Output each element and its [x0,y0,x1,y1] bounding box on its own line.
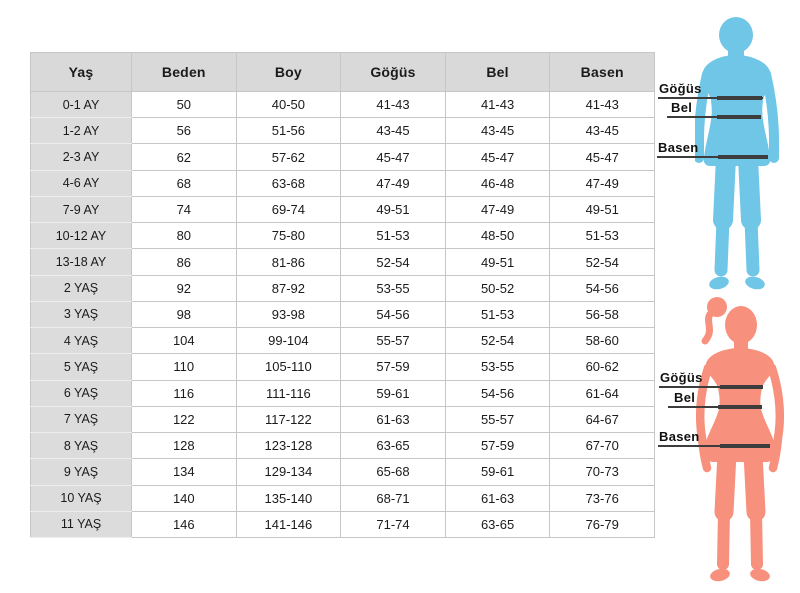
cell-value: 43-45 [445,118,550,144]
cell-value: 63-65 [445,511,550,537]
girl-chest-label: Göğüs [660,370,703,385]
cell-value: 98 [132,301,237,327]
cell-value: 53-55 [341,275,446,301]
cell-value: 86 [132,249,237,275]
cell-value: 45-47 [445,144,550,170]
cell-value: 47-49 [341,170,446,196]
table-row [31,223,655,249]
cell-value: 61-63 [341,406,446,432]
cell-value: 61-63 [445,485,550,511]
row-label: 4 YAŞ [31,328,132,354]
cell-value: 99-104 [236,328,341,354]
cell-value: 40-50 [236,92,341,118]
cell-value: 128 [132,433,237,459]
table-row [31,354,655,380]
cell-value: 57-59 [445,433,550,459]
cell-value: 47-49 [550,170,655,196]
size-table [30,52,655,538]
column-header: Boy [236,53,341,92]
row-label: 6 YAŞ [31,380,132,406]
cell-value: 68 [132,170,237,196]
boy-right-calf [751,220,753,270]
row-label: 7-9 AY [31,196,132,222]
girl-right-foot [749,567,771,583]
table-row [31,249,655,275]
row-label: 4-6 AY [31,170,132,196]
table-row [31,485,655,511]
row-label: 0-1 AY [31,92,132,118]
cell-value: 117-122 [236,406,341,432]
cell-value: 41-43 [445,92,550,118]
cell-value: 57-59 [341,354,446,380]
cell-value: 68-71 [341,485,446,511]
table-body [31,92,655,538]
cell-value: 93-98 [236,301,341,327]
boy-chest-label: Göğüs [659,81,702,96]
cell-value: 64-67 [550,406,655,432]
cell-value: 146 [132,511,237,537]
cell-value: 67-70 [550,433,655,459]
cell-value: 50-52 [445,275,550,301]
girl-right-calf [756,512,757,564]
table-row [31,511,655,537]
cell-value: 59-61 [341,380,446,406]
cell-value: 105-110 [236,354,341,380]
table-row [31,380,655,406]
cell-value: 50 [132,92,237,118]
cell-value: 49-51 [445,249,550,275]
cell-value: 76-79 [550,511,655,537]
boy-right-thigh [748,158,751,220]
cell-value: 54-56 [445,380,550,406]
cell-value: 57-62 [236,144,341,170]
row-label: 5 YAŞ [31,354,132,380]
cell-value: 43-45 [550,118,655,144]
cell-value: 87-92 [236,275,341,301]
cell-value: 73-76 [550,485,655,511]
cell-value: 47-49 [445,196,550,222]
table-row [31,459,655,485]
cell-value: 116 [132,380,237,406]
girl-left-calf [723,512,724,564]
row-label: 9 YAŞ [31,459,132,485]
cell-value: 49-51 [550,196,655,222]
cell-value: 41-43 [550,92,655,118]
girl-chest-measure [659,372,763,388]
row-label: 2 YAŞ [31,275,132,301]
cell-value: 69-74 [236,196,341,222]
boy-hips-measure [657,142,768,158]
girl-waist-body-line [718,405,762,409]
girl-chest-body-line [720,385,763,389]
cell-value: 129-134 [236,459,341,485]
cell-value: 135-140 [236,485,341,511]
cell-value: 43-45 [341,118,446,144]
row-label: 2-3 AY [31,144,132,170]
cell-value: 51-53 [341,223,446,249]
cell-value: 104 [132,328,237,354]
cell-value: 45-47 [341,144,446,170]
cell-value: 56-58 [550,301,655,327]
cell-value: 60-62 [550,354,655,380]
girl-right-thigh [753,454,756,512]
girl-hips-label: Basen [659,429,700,444]
boy-left-calf [721,220,723,270]
boy-left-foot [708,275,730,291]
boy-hips-label: Basen [658,140,699,155]
cell-value: 63-65 [341,433,446,459]
column-header: Göğüs [341,53,446,92]
column-header: Beden [132,53,237,92]
girl-waist-measure [668,392,762,408]
table-row [31,170,655,196]
cell-value: 46-48 [445,170,550,196]
cell-value: 111-116 [236,380,341,406]
cell-value: 52-54 [445,328,550,354]
cell-value: 70-73 [550,459,655,485]
girl-waist-label: Bel [674,390,696,405]
girl-hips-measure [658,431,770,447]
cell-value: 63-68 [236,170,341,196]
cell-value: 51-53 [550,223,655,249]
table-row [31,144,655,170]
row-label: 8 YAŞ [31,433,132,459]
cell-value: 134 [132,459,237,485]
cell-value: 52-54 [550,249,655,275]
boy-waist-measure [667,102,761,118]
cell-value: 110 [132,354,237,380]
cell-value: 51-53 [445,301,550,327]
cell-value: 74 [132,196,237,222]
cell-value: 71-74 [341,511,446,537]
row-label: 7 YAŞ [31,406,132,432]
row-label: 10 YAŞ [31,485,132,511]
cell-value: 59-61 [445,459,550,485]
girl-left-thigh [724,454,727,512]
cell-value: 55-57 [341,328,446,354]
cell-value: 92 [132,275,237,301]
table-row [31,275,655,301]
cell-value: 54-56 [341,301,446,327]
cell-value: 123-128 [236,433,341,459]
header-row [31,53,655,92]
cell-value: 49-51 [341,196,446,222]
column-header: Bel [445,53,550,92]
cell-value: 61-64 [550,380,655,406]
boy-chest-measure [658,83,763,99]
cell-value: 141-146 [236,511,341,537]
row-label: 10-12 AY [31,223,132,249]
cell-value: 54-56 [550,275,655,301]
cell-value: 81-86 [236,249,341,275]
boy-right-foot [744,275,766,291]
cell-value: 41-43 [341,92,446,118]
boy-chest-body-line [717,96,762,100]
table-row [31,406,655,432]
cell-value: 56 [132,118,237,144]
table-row [31,301,655,327]
cell-value: 48-50 [445,223,550,249]
row-label: 13-18 AY [31,249,132,275]
row-label: 3 YAŞ [31,301,132,327]
cell-value: 122 [132,406,237,432]
cell-value: 52-54 [341,249,446,275]
girl-ponytail-tail [705,311,713,341]
boy-waist-body-line [717,115,761,119]
row-label: 1-2 AY [31,118,132,144]
table-row [31,92,655,118]
table-row [31,196,655,222]
cell-value: 80 [132,223,237,249]
table-row [31,328,655,354]
boy-waist-label: Bel [671,100,693,115]
girl-left-foot [709,567,731,583]
boy-left-thigh [723,158,726,220]
column-header: Yaş [31,53,132,92]
cell-value: 45-47 [550,144,655,170]
girl-right-arm [772,368,780,468]
cell-value: 65-68 [341,459,446,485]
cell-value: 75-80 [236,223,341,249]
table-row [31,118,655,144]
cell-value: 55-57 [445,406,550,432]
cell-value: 51-56 [236,118,341,144]
column-header: Basen [550,53,655,92]
cell-value: 140 [132,485,237,511]
cell-value: 58-60 [550,328,655,354]
boy-hips-body-line [718,155,768,159]
table-row [31,433,655,459]
row-label: 11 YAŞ [31,511,132,537]
girl-hips-body-line [720,444,770,448]
cell-value: 53-55 [445,354,550,380]
cell-value: 62 [132,144,237,170]
